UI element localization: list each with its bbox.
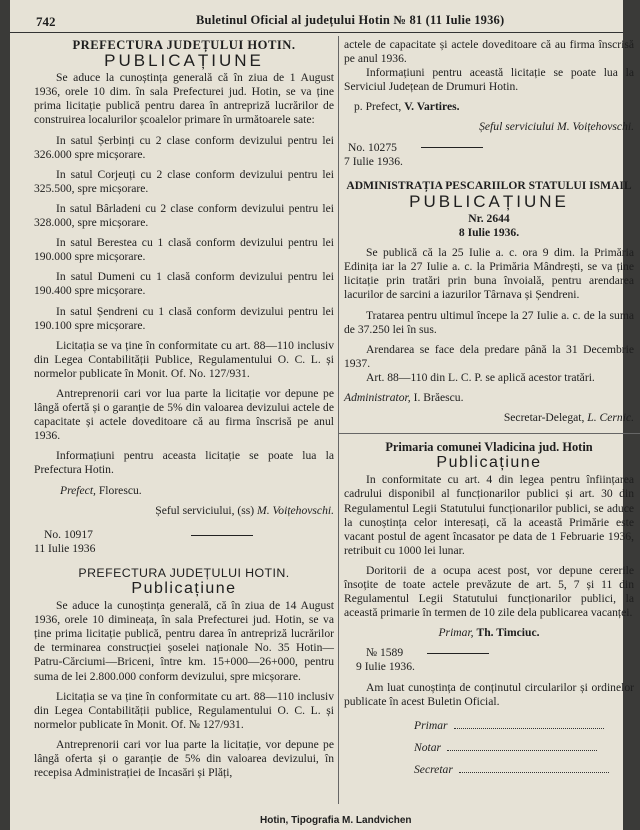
paragraph-licitatia: Licitația se va ține în conformitate cu art. 88—110 inclusiv din Legea Contabilității Publice, Regulamentului O. C. L. și normelor publicate în Monit. Of. No. 127/931. bbox=[34, 338, 334, 380]
list-item: In satul Dumeni cu 1 clasă conform devizului pentru lei 190.400 spre micșorare. bbox=[34, 270, 334, 298]
announcement-heading: PUBLICAȚIUNE bbox=[104, 51, 264, 71]
signature-line-secretar: Secretar bbox=[344, 759, 634, 781]
announcement-date: 8 Iulie 1936. bbox=[458, 226, 520, 240]
announcement-vladicina bbox=[344, 440, 634, 781]
announcement-org: Primaria comunei Vladicina jud. Hotin bbox=[385, 440, 593, 455]
document-date: 11 Iulie 1936 bbox=[34, 541, 96, 555]
section-divider bbox=[338, 433, 640, 434]
document-number: No. 10917 bbox=[34, 528, 334, 542]
paragraph: Arendarea se face dela predare până la 31 Decembrie 1937. bbox=[344, 342, 634, 370]
printer-footer: Hotin, Tipografia M. Landvichen bbox=[260, 815, 412, 826]
list-item: In satul Corjeuți cu 2 clase conform devizului pentru lei 325.500, spre micșorare. bbox=[34, 167, 334, 195]
document-date: 9 Iulie 1936. bbox=[356, 660, 415, 674]
announcement-org: PREFECTURA JUDEȚULUI HOTIN. bbox=[78, 565, 290, 580]
signature-prefect: Prefect, Florescu. bbox=[60, 483, 142, 497]
announcement-org: ADMINISTRAȚIA PESCARIILOR STATULUI ISMAIL bbox=[346, 178, 632, 192]
announcement-heading: Publicațiune bbox=[131, 580, 237, 597]
bulletin-title: Buletinul Oficial al județului Hotin № 81 (11 Iulie 1936) bbox=[196, 13, 505, 27]
paragraph-licitatia: Licitația se va ține în conformitate cu art. 88—110 inclusiv din Legea Contabilității publice, Regulamentului O. C. L. și normelor publicate în Monit. Of. № 127/931. bbox=[34, 689, 334, 731]
list-item: In satul Bârladeni cu 2 clase conform devizului pentru lei 328.000, spre micșorare. bbox=[34, 201, 334, 230]
signature-line-notar: Notar bbox=[344, 737, 634, 759]
page-number: 742 bbox=[36, 14, 56, 29]
continued-paragraph: actele de capacitate și actele doveditoare că au firma înscrisă pe anul 1936. bbox=[344, 38, 634, 66]
paragraph: Art. 88—110 din L. C. P. se aplică acestor tratări. bbox=[366, 370, 595, 384]
announcement-org: PREFECTURA JUDEȚULUI HOTIN. bbox=[72, 38, 296, 52]
paragraph-informatiuni: Informațiuni pentru această licitație se poate lua la Serviciul Județean de Drumuri Hotin. bbox=[344, 66, 634, 94]
signature-sef: Șeful serviciului M. Voițehovschi. bbox=[479, 120, 634, 134]
signature-administrator: Administrator, I. Brăescu. bbox=[344, 390, 464, 404]
newspaper-page bbox=[10, 0, 634, 830]
document-date: 7 Iulie 1936. bbox=[344, 154, 403, 168]
announcement-heading: PUBLICAȚIUNE bbox=[409, 191, 569, 211]
announcement-intro: Se aduce la cunoștința generală că în ziua de 1 August 1936, orele 10 dim. în sala Prefecturei jud. Hotin, se va ține prima licitație publică pentru darea în antrepriză lucrărilor de construirea localurilor școalelor primare în următoarele sate: bbox=[34, 71, 334, 127]
paragraph: Am luat cunoștința de conținutul circularilor și ordinelor publicate în acest Buletin Oficial. bbox=[344, 680, 634, 708]
announcement-road bbox=[34, 566, 334, 780]
page-header bbox=[10, 10, 623, 33]
announcement-road-continued bbox=[344, 38, 634, 169]
announcement-schools bbox=[34, 38, 334, 556]
column-divider bbox=[338, 36, 339, 804]
paragraph-antreprenori: Antreprenorii cari vor lua parte la licitație vor depune pe lângă ofertă și o garanție de 5% din valoarea devizului actele de capacitate și actele doveditoare că au firma înscrisă pe anul 1936. bbox=[34, 386, 334, 443]
paragraph: Doritorii de a ocupa acest post, vor depune cererile însoțite de toate actele prevăzute de art. 5, 7 și 11 din Regulamentul Legii Statutului funcționarilor publici, la această primarie în termen de 10 zile dela publicarea vacanței. bbox=[344, 563, 634, 620]
list-item: In satul Șendreni cu 1 clasă conform devizului pentru lei 190.100 spre micșorare. bbox=[34, 304, 334, 332]
document-number: № 1589 bbox=[344, 646, 634, 660]
announcement-number: Nr. 2644 bbox=[468, 211, 510, 225]
signature-sef: Șeful serviciului, (ss) M. Voițehovschi. bbox=[155, 503, 334, 517]
announcement-heading: Publicațiune bbox=[436, 454, 542, 472]
paragraph: Tratarea pentru ultimul începe la 27 Iulie a. c. de la suma de 37.250 lei în sus. bbox=[344, 308, 634, 336]
paragraph-antreprenori: Antreprenorii cari vor lua parte la licitație, vor depune pe lângă oferta și o garanție de 5% din valoarea devizului, în recepisa Administrației de Incasări și Plăți, bbox=[34, 737, 334, 780]
left-column bbox=[34, 38, 334, 804]
signature-prefect: p. Prefect, V. Vartires. bbox=[354, 100, 460, 114]
signature-primar: Primar, Th. Timciuc. bbox=[438, 626, 540, 640]
document-number: No. 10275 bbox=[344, 141, 634, 155]
announcement-fisheries bbox=[344, 179, 634, 425]
paragraph-informatiuni: Informațiuni pentru aceasta licitație se poate lua la Prefectura Hotin. bbox=[34, 449, 334, 477]
right-column bbox=[344, 38, 634, 804]
paragraph: Se publică că la 25 Iulie a. c. ora 9 dim. la Primăria Edinița iar la 27 Iulie a. c. la Primăria Mândrești, se va ține licitație prin tratări prin buna învoială, pentru arendarea lacurilor de sarcini a iazurilor Târnava și Șendreni. bbox=[344, 246, 634, 302]
signature-secretar: Secretar-Delegat, L. Cernic. bbox=[503, 411, 634, 425]
paragraph: In conformitate cu art. 4 din legea pentru înființarea cadrului disponibil al funcționarilor publici și art. 30 din Regulamentul Legii Statutului funcționarilor publici, se aduce la cunoștința celor interesați, că la această Primărie este vacant postul de agent încasator pe data de 1 Februarie 1936, retribuit cu 1000 lei lunar. bbox=[344, 473, 634, 557]
announcement-intro: Se aduce la cunoștința generală, că în ziua de 14 August 1936, orele 10 dimineața, în sala Prefecturei jud. Hotin, se va ține prima licitație publică, pentru darea în antrepriză lucrărilor de terminarea construcției șoselei naționale No. 35 Hotin—Patru-Cărciumi—Briceni, între km. 15+000—26+000, pentru suma de lei 2.800.000 conform devizului, spre micșorare. bbox=[34, 599, 334, 683]
list-item: In satul Berestea cu 1 clasă conform devizului pentru lei 190.000 spre micșorare. bbox=[34, 236, 334, 264]
list-item: In satul Șerbinți cu 2 clase conform devizului pentru lei 326.000 spre micșorare. bbox=[34, 133, 334, 161]
signature-line-primar: Primar bbox=[344, 715, 634, 737]
